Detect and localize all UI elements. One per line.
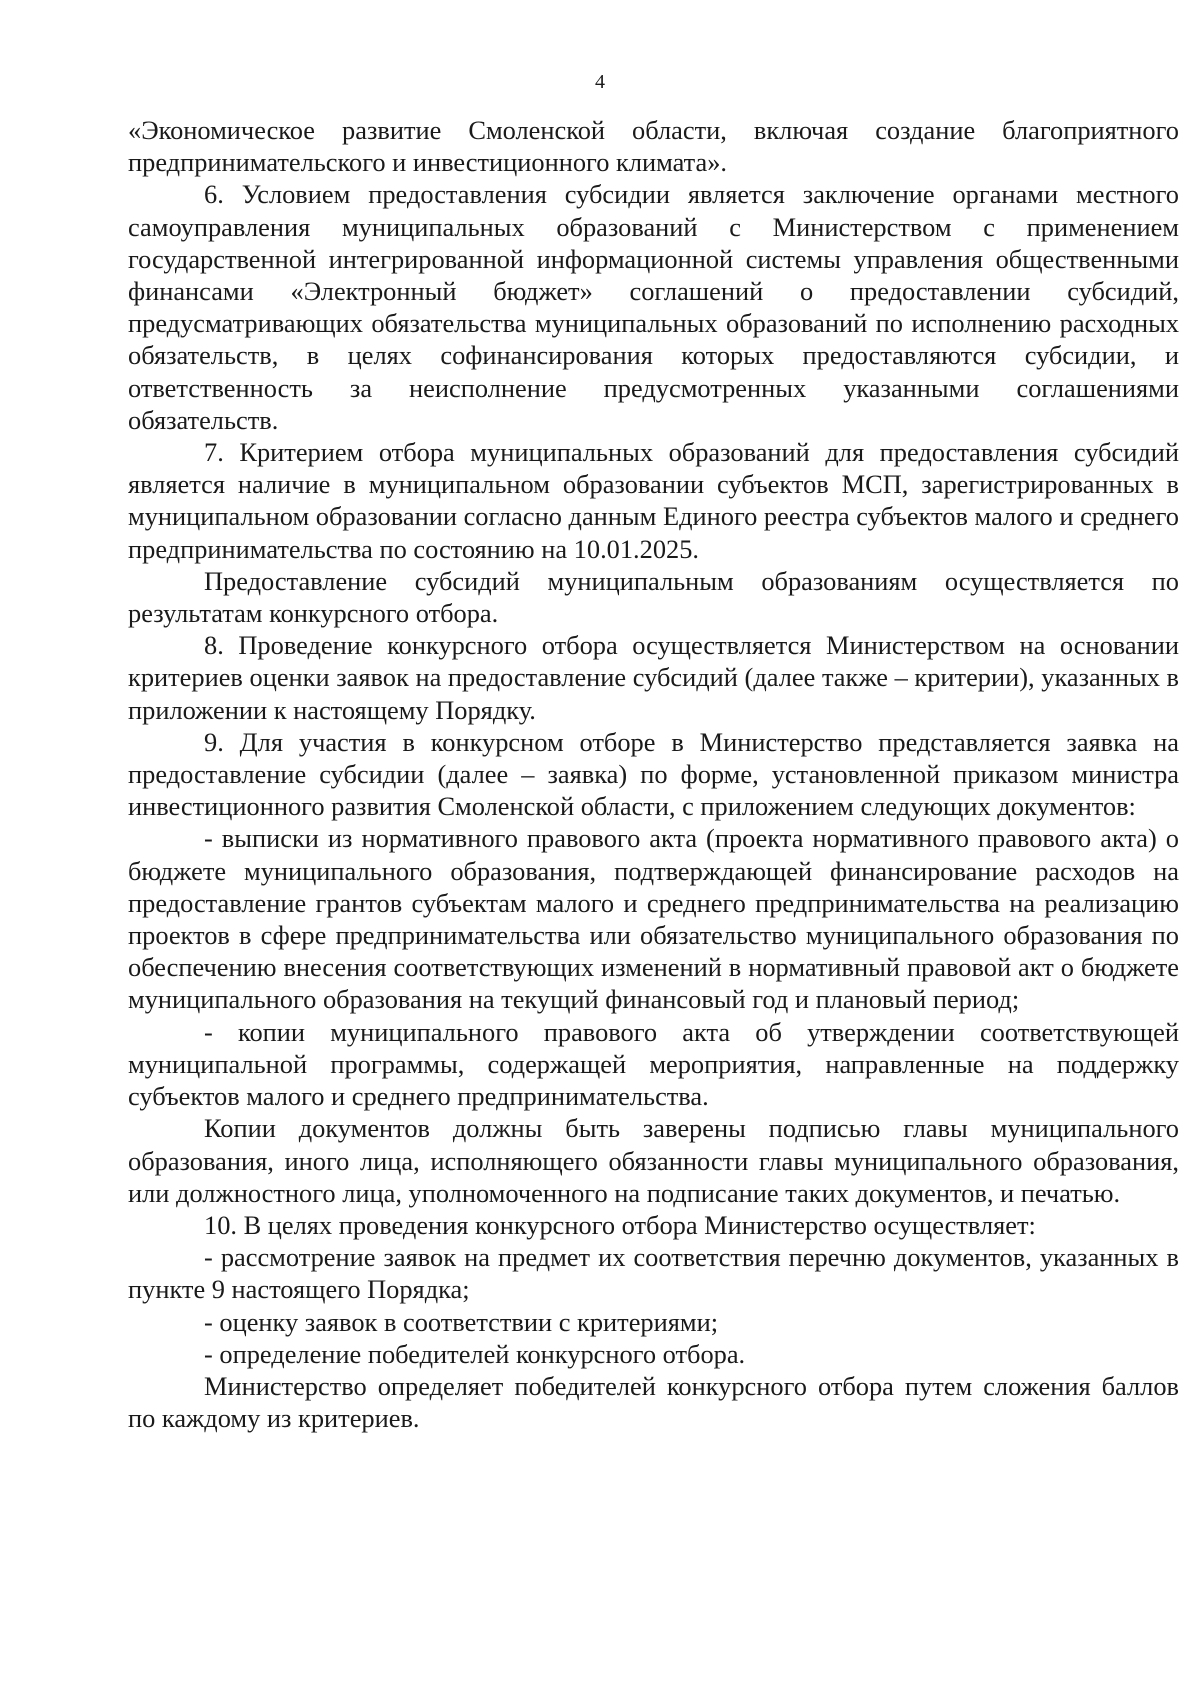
list-item-review: - рассмотрение заявок на предмет их соответствия перечню документов, указанных в пункте 9 настоящего Порядка; (128, 1242, 1179, 1305)
page-number: 4 (595, 71, 605, 93)
paragraph-item-9: 9. Для участия в конкурсном отборе в Министерство представляется заявка на предоставление субсидии (далее – заявка) по форме, установленной приказом министра инвестиционного развития Смоленской области, с приложением следующих документов: (128, 726, 1179, 822)
list-item-program-copy: - копии муниципального правового акта об утверждении соответствующей муниципальной программы, содержащей мероприятия, направленные на поддержку субъектов малого и среднего предпринимательства. (128, 1016, 1179, 1112)
paragraph-scoring: Министерство определяет победителей конкурсного отбора путем сложения баллов по каждому из критериев. (128, 1370, 1179, 1434)
paragraph-item-8: 8. Проведение конкурсного отбора осуществляется Министерством на основании критериев оценки заявок на предоставление субсидий (далее также – критерии), указанных в приложении к настоящему Порядку. (128, 630, 1179, 725)
paragraph-item-10: 10. В целях проведения конкурсного отбора Министерство осуществляет: (204, 1209, 1036, 1240)
paragraph-competitive-selection: Предоставление субсидий муниципальным образованиям осуществляется по результатам конкурсного отбора. (128, 565, 1179, 629)
paragraph-certification: Копии документов должны быть заверены подписью главы муниципального образования, иного лица, исполняющего обязанности главы муниципального образования, или должностного лица, уполномоченного на подписание таких документов, и печатью. (128, 1113, 1179, 1208)
paragraph-klimat: «Экономическое развитие Смоленской области, включая создание благоприятного предпринимательского и инвестиционного климата». (128, 115, 1179, 178)
list-item-evaluation: - оценку заявок в соответствии с критериями; (204, 1306, 719, 1337)
paragraph-item-7: 7. Критерием отбора муниципальных образований для предоставления субсидий является наличие в муниципальном образовании субъектов МСП, зарегистрированных в муниципальном образовании согласно данным Единого реестра субъектов малого и среднего предпринимательства по состоянию на 10.01.2025. (128, 437, 1179, 564)
list-item-budget-extract: - выписки из нормативного правового акта (проекта нормативного правового акта) о бюджете муниципального образования, подтверждающей финансирование расходов на предоставление грантов субъектам малого и среднего предпринимательства на реализацию проектов в сфере предпринимательства или обязательство муниципального образования по обеспечению внесения соответствующих изменений в нормативный правовой акт о бюджете муниципального образования на текущий финансовый год и плановый период; (128, 823, 1179, 1015)
paragraph-item-6: 6. Условием предоставления субсидии является заключение органами местного самоуправления муниципальных образований с Министерством с применением государственной интегрированной информационной системы управления общественными финансами «Электронный бюджет» соглашений о предоставлении субсидий, предусматривающих обязательства муниципальных образований по исполнению расходных обязательств, в целях софинансирования которых предоставляются субсидии, и ответственность за неисполнение предусмотренных указанными соглашениями обязательств. (128, 179, 1179, 435)
document-body (128, 114, 1179, 1434)
list-item-winners: - определение победителей конкурсного отбора. (204, 1338, 746, 1369)
